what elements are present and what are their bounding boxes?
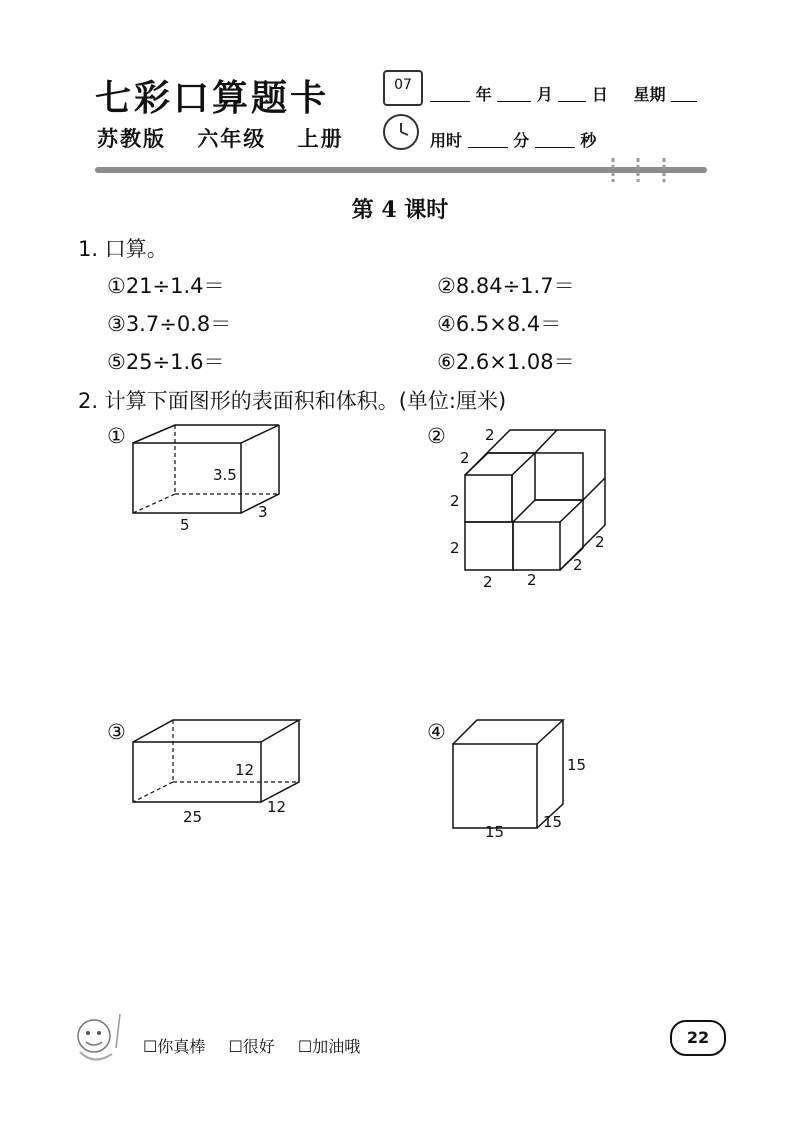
- q2-heading: 2. 计算下面图形的表面积和体积。(单位:厘米): [78, 389, 507, 413]
- fig2-dim-6: 2: [527, 571, 537, 589]
- fig1-height: 3.5: [213, 466, 237, 484]
- fig3-cuboid: [125, 715, 310, 830]
- fig3-height: 12: [235, 761, 255, 779]
- fig2-dim-4: 2: [450, 539, 460, 557]
- q1-heading: 1. 口算。: [78, 237, 168, 261]
- fig4-height: 15: [567, 756, 587, 774]
- fig1-label: ①: [107, 424, 126, 448]
- fig2-dim-8: 2: [595, 533, 605, 551]
- calendar-icon: 07: [383, 70, 423, 106]
- fig3-width: 12: [267, 798, 287, 816]
- self-rating: [143, 1034, 378, 1057]
- brand-title: 七彩口算题卡: [95, 77, 330, 119]
- rating-good[interactable]: ☐很好: [228, 1037, 275, 1056]
- fig1-length: 5: [180, 516, 190, 534]
- fig2-dim-1: 2: [485, 426, 495, 444]
- q1-item-1: ①21÷1.4＝: [107, 274, 225, 298]
- second-label: 秒: [580, 131, 597, 150]
- day-blank[interactable]: [558, 87, 586, 102]
- fig1-cuboid: [125, 420, 295, 535]
- clock-icon: [383, 114, 419, 150]
- weekday-label: 星期: [633, 85, 666, 104]
- q1-item-4: ④6.5×8.4＝: [437, 312, 562, 336]
- fig4-cube: [445, 712, 605, 842]
- time-fields: [430, 128, 596, 151]
- date-fields: [430, 82, 697, 105]
- fig4-length: 15: [485, 823, 505, 841]
- edition: 苏教版: [97, 127, 166, 151]
- year-label: 年: [475, 85, 492, 104]
- fig2-dim-5: 2: [483, 573, 493, 591]
- year-blank[interactable]: [430, 87, 470, 102]
- fig4-label: ④: [427, 720, 446, 744]
- grade: 六年级: [197, 127, 267, 151]
- fig1-width: 3: [258, 503, 268, 521]
- q1-item-3: ③3.7÷0.8＝: [107, 312, 232, 336]
- weekday-blank[interactable]: [671, 87, 697, 102]
- fig2-dim-3: 2: [450, 492, 460, 510]
- volume: 上册: [297, 127, 344, 151]
- day-label: 日: [591, 85, 608, 104]
- edition-line: [97, 123, 366, 153]
- month-blank[interactable]: [497, 87, 531, 102]
- page-number: 22: [670, 1020, 726, 1056]
- fig4-width: 15: [543, 813, 563, 831]
- fig2-dim-7: 2: [573, 556, 583, 574]
- second-blank[interactable]: [535, 133, 575, 148]
- binder-rings-icon: [608, 158, 678, 188]
- lesson-title: 第 4 课时: [351, 197, 449, 223]
- q1-item-2: ②8.84÷1.7＝: [437, 274, 575, 298]
- fig2-cube-stack: [445, 420, 615, 595]
- rating-keep-going[interactable]: ☐加油哦: [297, 1037, 361, 1056]
- fig3-length: 25: [183, 808, 203, 826]
- minute-blank[interactable]: [468, 133, 508, 148]
- fig2-dim-2: 2: [460, 449, 470, 467]
- rating-great[interactable]: ☐你真棒: [143, 1037, 206, 1056]
- fig3-label: ③: [107, 720, 126, 744]
- month-label: 月: [536, 85, 553, 104]
- time-used-label: 用时: [430, 131, 463, 150]
- minute-label: 分: [513, 131, 530, 150]
- mascot-illustration: [68, 1008, 134, 1072]
- fig2-label: ②: [427, 424, 446, 448]
- q1-item-6: ⑥2.6×1.08＝: [437, 350, 575, 374]
- q1-item-5: ⑤25÷1.6＝: [107, 350, 225, 374]
